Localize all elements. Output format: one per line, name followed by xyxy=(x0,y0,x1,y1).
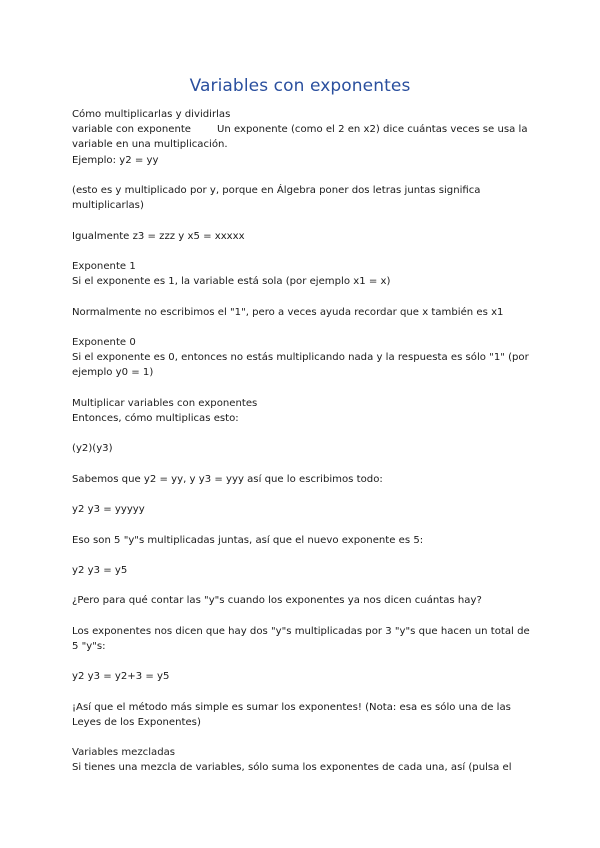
multiply-known: Sabemos que y2 = yy, y y3 = yyy así que lo escribimos todo: xyxy=(72,473,383,485)
multiply-expanded: y2 y3 = yyyyy xyxy=(72,504,145,516)
sum-expression: y2 y3 = y2+3 = y5 xyxy=(72,671,170,683)
mixed-heading: Variables mezcladas xyxy=(72,747,176,759)
multiply-heading: Multiplicar variables con exponentes xyxy=(72,397,258,409)
page-title: Variables con exponentes xyxy=(189,76,411,96)
multiply-expression: (y2)(y3) xyxy=(72,443,113,455)
simplest-method: ¡Así que el método más simple es sumar los exponentes! (Nota: esa es sólo una de las Leyes de los Exponentes) xyxy=(72,701,511,728)
definition-text-continued: variable en una multiplicación. xyxy=(72,139,228,151)
mixed-text: Si tienes una mezcla de variables, sólo suma los exponentes de cada una, así (pulsa el xyxy=(72,762,512,774)
definition-line xyxy=(72,122,534,137)
definition-text: Un exponente (como el 2 en x2) dice cuántas veces se usa la xyxy=(217,124,528,136)
document-body xyxy=(72,107,534,776)
why-question: ¿Pero para qué contar las "y"s cuando los exponentes ya nos dicen cuántas hay? xyxy=(72,595,482,607)
multiply-count: Eso son 5 "y"s multiplicadas juntas, así que el nuevo exponente es 5: xyxy=(72,534,424,546)
multiply-intro: Entonces, cómo multiplicas esto: xyxy=(72,412,239,424)
subtitle: Cómo multiplicarlas y dividirlas xyxy=(72,109,231,120)
exponent-0-text: Si el exponente es 0, entonces no estás multiplicando nada y la respuesta es sólo "1" (por ejemplo y0 = 1) xyxy=(72,352,529,379)
exponents-tell: Los exponentes nos dicen que hay dos "y"s multiplicadas por 3 "y"s que hacen un total de 5 "y"s: xyxy=(72,625,530,652)
exponent-0-heading: Exponente 0 xyxy=(72,336,136,348)
exponent-1-note: Normalmente no escribimos el "1", pero a veces ayuda recordar que x también es x1 xyxy=(72,306,504,318)
explanation-paragraph: (esto es y multiplicado por y, porque en Álgebra poner dos letras juntas significa multiplicarlas) xyxy=(72,185,481,212)
exponent-1-heading: Exponente 1 xyxy=(72,260,136,272)
likewise-line: Igualmente z3 = zzz y x5 = xxxxx xyxy=(72,230,245,242)
example-line: Ejemplo: y2 = yy xyxy=(72,154,159,166)
definition-label: variable con exponente xyxy=(72,124,192,136)
multiply-result: y2 y3 = y5 xyxy=(72,564,128,576)
exponent-1-text: Si el exponente es 1, la variable está sola (por ejemplo x1 = x) xyxy=(72,276,391,288)
